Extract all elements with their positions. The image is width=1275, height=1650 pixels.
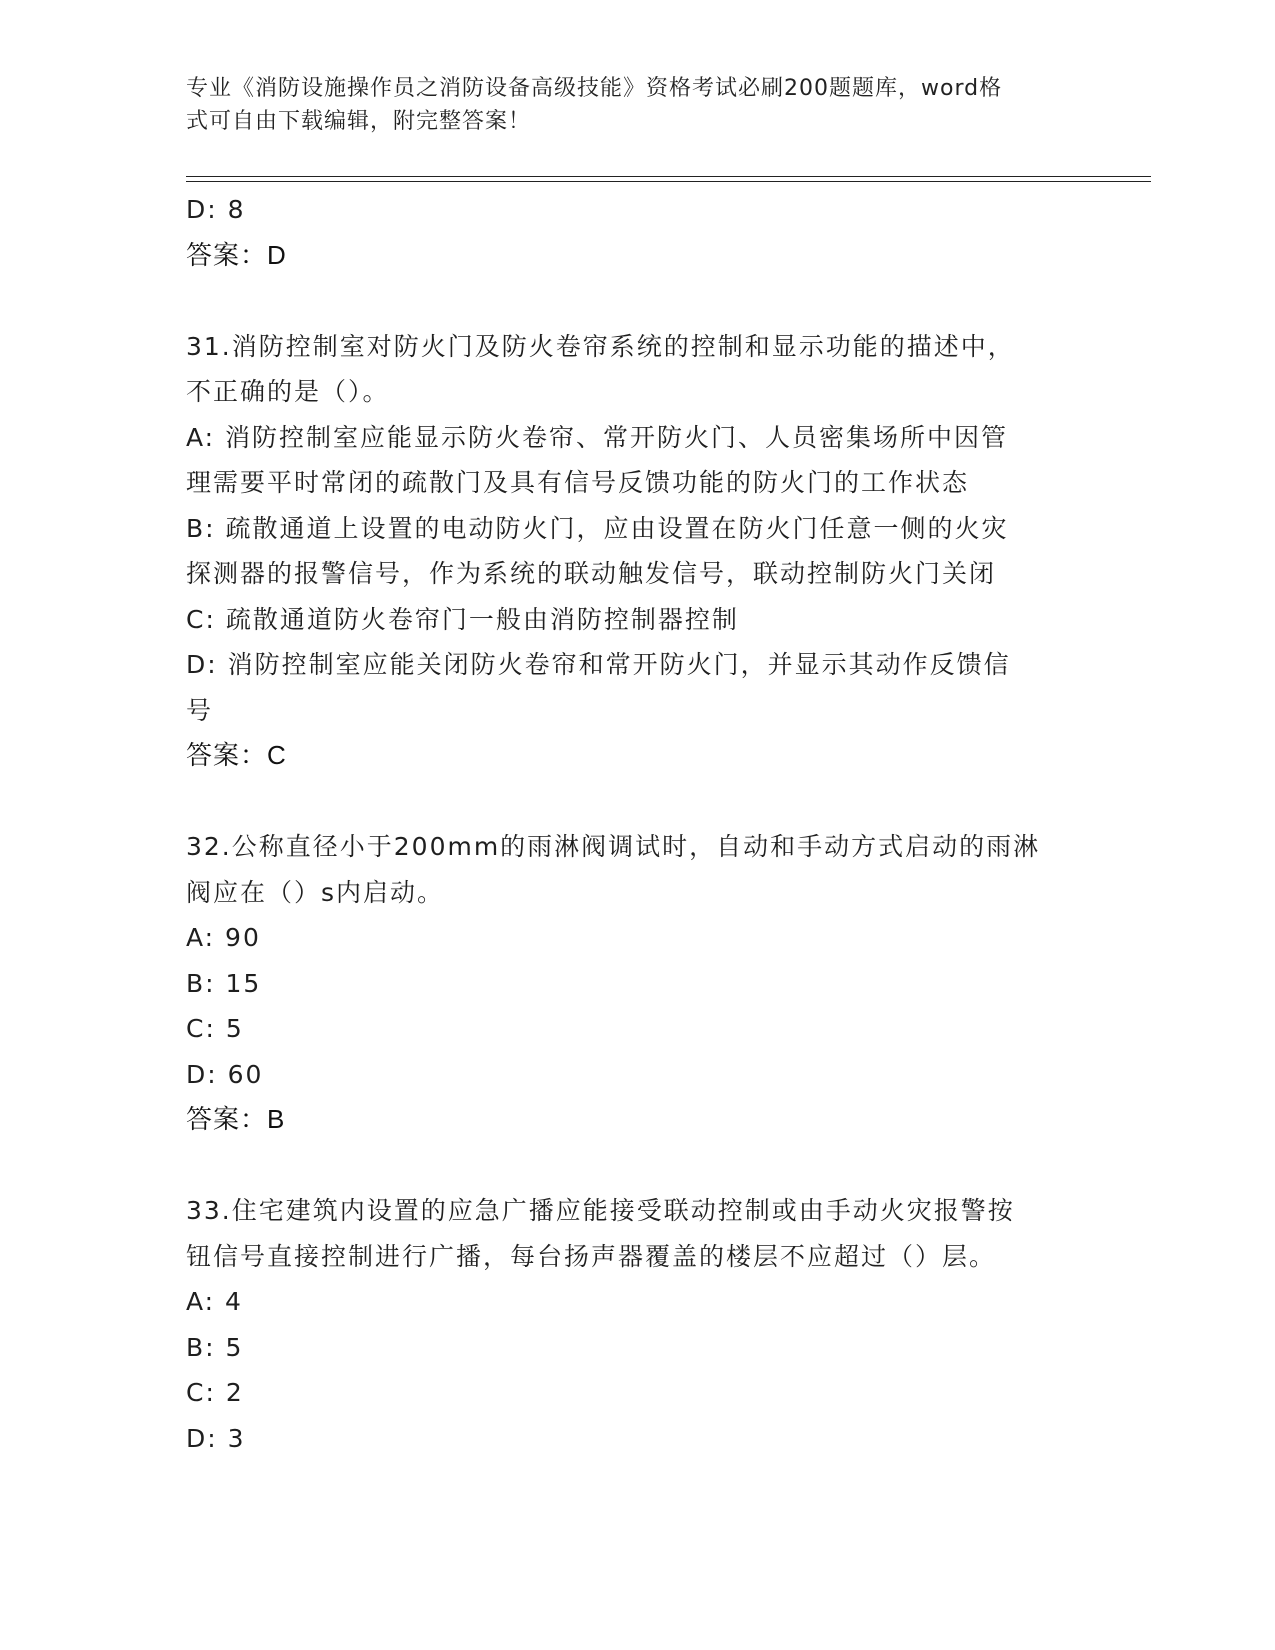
header-divider-top [186, 176, 1151, 177]
question-stem: 32.公称直径小于200mm的雨淋阀调试时，自动和手动方式启动的雨淋 [186, 832, 1041, 861]
answer-label: 答案：D [186, 239, 287, 270]
option-a: A: 90 [186, 923, 261, 952]
question-stem: 阀应在（）s内启动。 [186, 877, 445, 907]
question-list [186, 187, 1076, 1461]
option-d: D: 消防控制室应能关闭防火卷帘和常开防火门，并显示其动作反馈信 [186, 650, 1011, 679]
question-stem: 33.住宅建筑内设置的应急广播应能接受联动控制或由手动火灾报警按 [186, 1196, 1015, 1225]
option-b: B: 5 [186, 1332, 244, 1362]
question-stem: 不正确的是（）。 [186, 377, 390, 406]
option-c: C: 2 [186, 1378, 244, 1407]
option-b: 探测器的报警信号，作为系统的联动触发信号，联动控制防火门关闭 [186, 559, 997, 588]
option-b: B: 15 [186, 968, 262, 998]
spacer [186, 779, 1076, 825]
question-31 [186, 324, 1076, 779]
question-stem: 31.消防控制室对防火门及防火卷帘系统的控制和显示功能的描述中， [186, 331, 1015, 361]
option-d: D: 3 [186, 1423, 246, 1453]
answer-label: 答案：C [186, 740, 287, 770]
spacer [186, 1143, 1076, 1189]
option-d: 号 [186, 695, 214, 725]
question-30-tail [186, 187, 1076, 278]
option-c: C: 5 [186, 1014, 244, 1043]
option-a: 理需要平时常闭的疏散门及具有信号反馈功能的防火门的工作状态 [186, 468, 970, 497]
option-a: A: 4 [186, 1287, 243, 1316]
question-33 [186, 1188, 1076, 1461]
answer-label: 答案：B [186, 1104, 286, 1134]
option-d: D: 60 [186, 1059, 264, 1089]
document-header [186, 72, 1066, 138]
option-d: D: 8 [186, 195, 246, 224]
option-a: A: 消防控制室应能显示防火卷帘、常开防火门、人员密集场所中因管 [186, 422, 1009, 452]
header-divider-bottom [186, 181, 1151, 182]
option-b: B: 疏散通道上设置的电动防火门，应由设置在防火门任意一侧的火灾 [186, 513, 1009, 543]
option-c: C: 疏散通道防火卷帘门一般由消防控制器控制 [186, 604, 739, 634]
header-line-2: 式可自由下载编辑，附完整答案！ [186, 109, 532, 134]
header-line-1: 专业《消防设施操作员之消防设备高级技能》资格考试必刷200题题库，word格 [186, 76, 1003, 101]
question-32 [186, 824, 1076, 1143]
question-stem: 钮信号直接控制进行广播，每台扬声器覆盖的楼层不应超过（）层。 [186, 1241, 997, 1271]
spacer [186, 278, 1076, 324]
